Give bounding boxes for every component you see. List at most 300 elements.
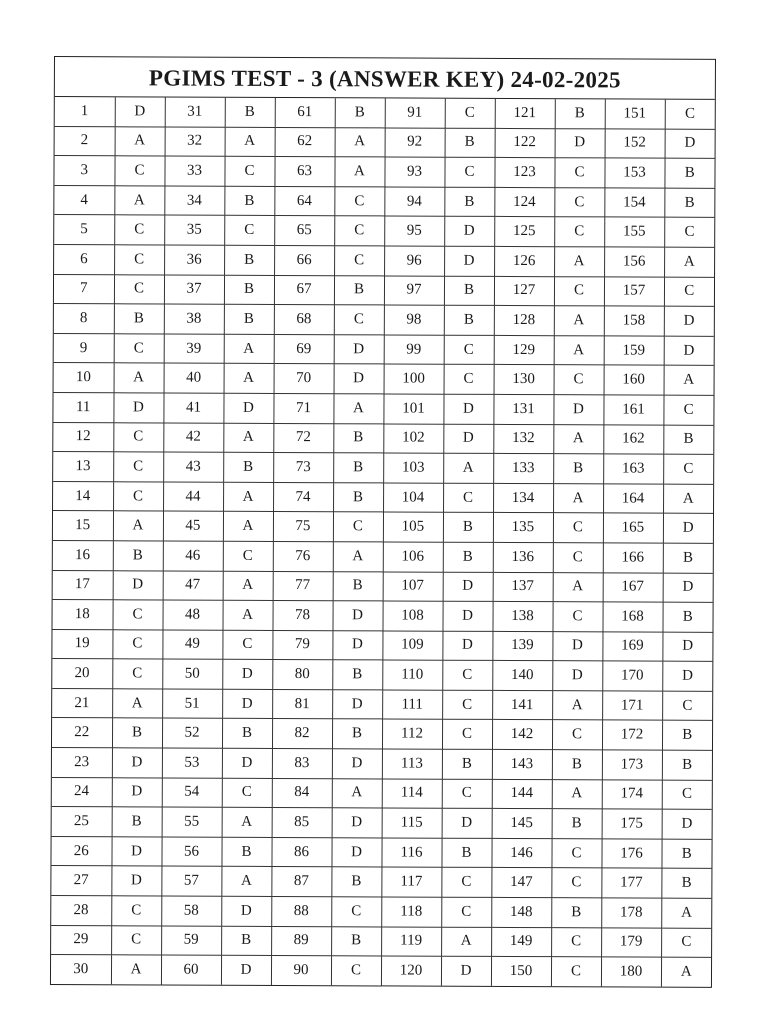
- answer-cell: D: [332, 749, 382, 779]
- question-number: 13: [53, 452, 113, 482]
- question-number: 168: [602, 602, 662, 632]
- answer-cell: C: [444, 365, 494, 395]
- answer-cell: B: [112, 807, 162, 837]
- answer-cell: A: [664, 247, 714, 277]
- table-row: [51, 866, 711, 898]
- question-number: 149: [491, 927, 551, 957]
- question-number: 77: [273, 571, 333, 601]
- question-number: 69: [274, 334, 334, 364]
- question-number: 83: [272, 749, 332, 779]
- question-number: 121: [495, 99, 555, 128]
- question-number: 12: [53, 422, 113, 452]
- question-number: 35: [164, 215, 224, 245]
- answer-cell: C: [553, 543, 603, 573]
- question-number: 32: [165, 127, 225, 157]
- answer-cell: C: [551, 839, 601, 869]
- answer-cell: B: [662, 721, 712, 751]
- answer-cell: D: [334, 334, 384, 364]
- question-number: 117: [381, 867, 441, 897]
- question-number: 130: [494, 365, 554, 395]
- question-number: 111: [382, 690, 442, 720]
- answer-cell: B: [223, 452, 273, 482]
- question-number: 107: [383, 571, 443, 601]
- question-number: 21: [52, 688, 112, 718]
- question-number: 49: [162, 630, 222, 660]
- question-number: 20: [52, 659, 112, 689]
- answer-cell: D: [221, 955, 271, 984]
- question-number: 174: [602, 780, 662, 810]
- question-number: 158: [604, 306, 664, 336]
- answer-cell: C: [551, 927, 601, 957]
- answer-cell: C: [444, 157, 494, 187]
- question-number: 34: [164, 186, 224, 216]
- question-number: 52: [162, 718, 222, 748]
- question-number: 25: [52, 807, 112, 837]
- table-row: [51, 896, 711, 928]
- answer-cell: B: [225, 98, 275, 127]
- question-number: 138: [492, 602, 552, 632]
- answer-cell: B: [222, 719, 272, 749]
- answer-cell: C: [554, 217, 604, 247]
- answer-cell: B: [112, 718, 162, 748]
- question-number: 42: [163, 423, 223, 453]
- answer-cell: C: [334, 305, 384, 335]
- answer-cell: C: [113, 422, 163, 452]
- question-number: 128: [494, 306, 554, 336]
- answer-cell: C: [661, 928, 711, 958]
- question-number: 137: [493, 572, 553, 602]
- answer-cell: C: [334, 187, 384, 217]
- question-number: 105: [383, 512, 443, 542]
- question-number: 127: [494, 276, 554, 306]
- table-row: [53, 481, 713, 513]
- answer-cell: D: [552, 631, 602, 661]
- answer-cell: D: [442, 631, 492, 661]
- question-number: 6: [54, 244, 114, 274]
- answer-cell: A: [111, 955, 161, 984]
- table-row: [52, 748, 712, 780]
- answer-cell: C: [442, 779, 492, 809]
- answer-cell: B: [443, 542, 493, 572]
- answer-cell: C: [114, 334, 164, 364]
- question-number: 14: [53, 481, 113, 511]
- question-number: 124: [494, 187, 554, 217]
- question-number: 36: [164, 245, 224, 275]
- question-number: 48: [162, 600, 222, 630]
- table-row: [52, 600, 712, 632]
- answer-cell: A: [223, 423, 273, 453]
- question-number: 100: [384, 364, 444, 394]
- question-number: 123: [494, 158, 554, 188]
- table-row: [53, 392, 713, 424]
- question-number: 170: [602, 661, 662, 691]
- question-number: 39: [164, 334, 224, 364]
- answer-cell: C: [222, 778, 272, 808]
- answer-cell: B: [335, 98, 385, 127]
- answer-cell: D: [222, 748, 272, 778]
- question-number: 22: [52, 718, 112, 748]
- answer-cell: C: [331, 897, 381, 927]
- question-number: 23: [52, 748, 112, 778]
- question-number: 125: [494, 217, 554, 247]
- answer-cell: B: [552, 809, 602, 839]
- question-number: 7: [54, 274, 114, 304]
- answer-cell: A: [441, 927, 491, 957]
- answer-cell: C: [552, 720, 602, 750]
- answer-cell: B: [444, 305, 494, 335]
- question-number: 79: [272, 630, 332, 660]
- question-number: 33: [164, 156, 224, 186]
- answer-cell: A: [113, 511, 163, 541]
- answer-cell: D: [115, 97, 165, 126]
- table-row: [53, 570, 713, 602]
- question-number: 165: [603, 513, 663, 543]
- answer-cell: B: [441, 838, 491, 868]
- question-number: 56: [161, 837, 221, 867]
- question-number: 163: [603, 454, 663, 484]
- question-number: 64: [274, 186, 334, 216]
- answer-cell: B: [224, 304, 274, 334]
- answer-cell: C: [224, 156, 274, 186]
- question-number: 142: [492, 720, 552, 750]
- answer-cell: A: [552, 779, 602, 809]
- answer-cell: D: [332, 630, 382, 660]
- question-number: 175: [602, 809, 662, 839]
- question-number: 16: [53, 540, 113, 570]
- question-number: 46: [163, 541, 223, 571]
- question-number: 2: [55, 126, 115, 156]
- question-number: 89: [271, 926, 331, 956]
- answer-cell: D: [665, 129, 715, 159]
- table-row: [54, 304, 714, 336]
- answer-cell: A: [333, 542, 383, 572]
- answer-cell: D: [223, 393, 273, 423]
- question-number: 145: [492, 809, 552, 839]
- answer-cell: D: [662, 632, 712, 662]
- question-number: 27: [51, 866, 111, 896]
- answer-cell: C: [554, 158, 604, 188]
- table-row: [54, 156, 714, 188]
- answer-cell: A: [334, 157, 384, 187]
- question-number: 9: [54, 333, 114, 363]
- answer-cell: C: [554, 187, 604, 217]
- answer-cell: A: [661, 957, 711, 986]
- answer-cell: B: [444, 187, 494, 217]
- question-number: 135: [493, 513, 553, 543]
- question-number: 147: [491, 868, 551, 898]
- answer-cell: A: [552, 691, 602, 721]
- answer-cell: B: [332, 660, 382, 690]
- table-row: [52, 807, 712, 839]
- question-number: 37: [164, 275, 224, 305]
- answer-cell: C: [334, 216, 384, 246]
- answer-cell: C: [331, 956, 381, 985]
- answer-cell: C: [553, 513, 603, 543]
- question-number: 87: [271, 867, 331, 897]
- answer-cell: D: [553, 395, 603, 425]
- answer-cell: B: [552, 750, 602, 780]
- answer-cell: C: [112, 600, 162, 630]
- answer-cell: C: [665, 100, 715, 129]
- answer-cell: B: [661, 839, 711, 869]
- question-number: 10: [54, 363, 114, 393]
- question-number: 122: [495, 128, 555, 158]
- answer-cell: A: [333, 394, 383, 424]
- answer-cell: B: [333, 423, 383, 453]
- answer-cell: B: [221, 926, 271, 956]
- answer-cell: B: [334, 275, 384, 305]
- question-number: 103: [383, 453, 443, 483]
- answer-cell: A: [114, 363, 164, 393]
- answer-cell: D: [441, 956, 491, 985]
- question-number: 155: [604, 217, 664, 247]
- question-number: 51: [162, 689, 222, 719]
- question-number: 81: [272, 689, 332, 719]
- question-number: 150: [491, 957, 551, 986]
- answer-cell: C: [662, 780, 712, 810]
- answer-cell: D: [113, 393, 163, 423]
- answer-cell: A: [223, 512, 273, 542]
- question-number: 143: [492, 749, 552, 779]
- answer-cell: C: [551, 868, 601, 898]
- question-number: 88: [271, 896, 331, 926]
- answer-cell: C: [663, 395, 713, 425]
- question-number: 59: [161, 926, 221, 956]
- answer-cell: D: [112, 777, 162, 807]
- answer-cell: C: [664, 218, 714, 248]
- answer-cell: C: [662, 691, 712, 721]
- answer-cell: D: [111, 837, 161, 867]
- question-number: 29: [51, 925, 111, 955]
- question-number: 94: [384, 187, 444, 217]
- answer-cell: D: [443, 572, 493, 602]
- answer-cell: C: [442, 690, 492, 720]
- answer-cell: D: [222, 660, 272, 690]
- question-number: 153: [604, 158, 664, 188]
- answer-cell: D: [331, 838, 381, 868]
- question-number: 66: [274, 245, 334, 275]
- answer-cell: B: [553, 454, 603, 484]
- question-number: 133: [493, 454, 553, 484]
- answer-cell: C: [113, 452, 163, 482]
- question-number: 110: [382, 660, 442, 690]
- answer-cell: B: [445, 128, 495, 158]
- question-number: 179: [601, 928, 661, 958]
- answer-cell: A: [115, 126, 165, 156]
- table-row: [51, 836, 711, 868]
- answer-cell: B: [224, 275, 274, 305]
- table-row: [52, 777, 712, 809]
- answer-cell: D: [662, 809, 712, 839]
- answer-key-table: [51, 97, 715, 987]
- answer-cell: C: [664, 277, 714, 307]
- answer-cell: A: [222, 600, 272, 630]
- question-number: 109: [382, 631, 442, 661]
- answer-cell: D: [443, 394, 493, 424]
- answer-cell: D: [332, 808, 382, 838]
- question-number: 18: [52, 600, 112, 630]
- question-number: 162: [603, 424, 663, 454]
- answer-cell: C: [554, 365, 604, 395]
- answer-cell: B: [662, 602, 712, 632]
- answer-cell: A: [221, 867, 271, 897]
- question-number: 151: [605, 99, 665, 128]
- question-number: 41: [163, 393, 223, 423]
- question-number: 93: [384, 157, 444, 187]
- answer-cell: B: [663, 425, 713, 455]
- question-number: 60: [161, 955, 221, 984]
- question-number: 101: [383, 394, 443, 424]
- question-number: 108: [382, 601, 442, 631]
- answer-cell: B: [664, 158, 714, 188]
- question-number: 31: [165, 97, 225, 126]
- answer-cell: D: [442, 601, 492, 631]
- question-number: 167: [603, 572, 663, 602]
- answer-cell: C: [114, 215, 164, 245]
- question-number: 102: [383, 423, 443, 453]
- answer-cell: C: [114, 245, 164, 275]
- answer-cell: B: [442, 749, 492, 779]
- question-number: 177: [601, 868, 661, 898]
- question-number: 118: [381, 897, 441, 927]
- answer-cell: C: [111, 896, 161, 926]
- question-number: 141: [492, 690, 552, 720]
- answer-cell: C: [112, 659, 162, 689]
- question-number: 53: [162, 748, 222, 778]
- answer-cell: B: [443, 513, 493, 543]
- question-number: 63: [274, 157, 334, 187]
- answer-cell: D: [222, 689, 272, 719]
- answer-cell: C: [552, 602, 602, 632]
- question-number: 119: [381, 927, 441, 957]
- question-number: 173: [602, 750, 662, 780]
- table-row: [52, 718, 712, 750]
- question-number: 86: [271, 837, 331, 867]
- answer-cell: C: [442, 660, 492, 690]
- answer-cell: B: [661, 869, 711, 899]
- answer-cell: B: [333, 453, 383, 483]
- answer-cell: A: [553, 572, 603, 602]
- answer-cell: A: [225, 127, 275, 157]
- answer-cell: B: [331, 867, 381, 897]
- question-number: 176: [601, 839, 661, 869]
- question-number: 47: [163, 570, 223, 600]
- answer-cell: C: [333, 512, 383, 542]
- question-number: 4: [54, 185, 114, 215]
- answer-cell: C: [444, 335, 494, 365]
- question-number: 146: [491, 838, 551, 868]
- answer-cell: D: [332, 690, 382, 720]
- question-number: 55: [162, 807, 222, 837]
- question-number: 58: [161, 896, 221, 926]
- answer-cell: C: [441, 897, 491, 927]
- table-row: [52, 629, 712, 661]
- question-number: 78: [272, 601, 332, 631]
- question-number: 40: [164, 363, 224, 393]
- question-number: 95: [384, 216, 444, 246]
- question-number: 98: [384, 305, 444, 335]
- answer-cell: C: [114, 274, 164, 304]
- table-row: [54, 244, 714, 276]
- answer-cell: D: [663, 573, 713, 603]
- question-number: 57: [161, 866, 221, 896]
- question-number: 24: [52, 777, 112, 807]
- answer-cell: D: [332, 601, 382, 631]
- answer-cell: D: [444, 217, 494, 247]
- answer-cell: A: [223, 571, 273, 601]
- table-row: [55, 126, 715, 158]
- question-number: 91: [385, 98, 445, 127]
- answer-cell: D: [112, 748, 162, 778]
- answer-cell: D: [334, 364, 384, 394]
- answer-cell: B: [444, 276, 494, 306]
- answer-cell: D: [552, 661, 602, 691]
- answer-cell: C: [111, 925, 161, 955]
- answer-cell: D: [111, 866, 161, 896]
- answer-cell: D: [662, 661, 712, 691]
- question-number: 1: [55, 97, 115, 126]
- question-number: 126: [494, 246, 554, 276]
- answer-cell: B: [331, 926, 381, 956]
- answer-cell: B: [551, 898, 601, 928]
- question-number: 152: [605, 128, 665, 158]
- question-number: 45: [163, 511, 223, 541]
- answer-cell: A: [112, 689, 162, 719]
- question-number: 156: [604, 247, 664, 277]
- question-number: 116: [381, 838, 441, 868]
- table-row: [54, 274, 714, 306]
- question-number: 85: [272, 808, 332, 838]
- question-number: 26: [51, 836, 111, 866]
- question-number: 132: [493, 424, 553, 454]
- answer-cell: B: [114, 304, 164, 334]
- answer-cell: D: [444, 246, 494, 276]
- question-number: 148: [491, 897, 551, 927]
- question-number: 178: [601, 898, 661, 928]
- answer-cell: B: [333, 571, 383, 601]
- question-number: 50: [162, 659, 222, 689]
- question-number: 157: [604, 276, 664, 306]
- answer-cell: C: [112, 629, 162, 659]
- table-row: [53, 422, 713, 454]
- question-number: 80: [272, 660, 332, 690]
- answer-key-sheet: [50, 56, 716, 988]
- question-number: 68: [274, 305, 334, 335]
- question-number: 19: [52, 629, 112, 659]
- question-number: 112: [382, 719, 442, 749]
- answer-cell: C: [222, 630, 272, 660]
- question-number: 43: [163, 452, 223, 482]
- question-number: 180: [601, 957, 661, 986]
- question-number: 113: [382, 749, 442, 779]
- table-row: [51, 955, 711, 987]
- table-row: [53, 452, 713, 484]
- question-number: 106: [383, 542, 443, 572]
- question-number: 54: [162, 778, 222, 808]
- table-row: [52, 659, 712, 691]
- answer-cell: A: [223, 482, 273, 512]
- question-number: 67: [274, 275, 334, 305]
- question-number: 166: [603, 543, 663, 573]
- answer-cell: B: [663, 543, 713, 573]
- table-row: [55, 97, 715, 129]
- answer-cell: A: [664, 366, 714, 396]
- answer-cell: A: [222, 807, 272, 837]
- table-row: [54, 333, 714, 365]
- answer-cell: A: [553, 424, 603, 454]
- question-number: 73: [273, 453, 333, 483]
- answer-cell: D: [443, 424, 493, 454]
